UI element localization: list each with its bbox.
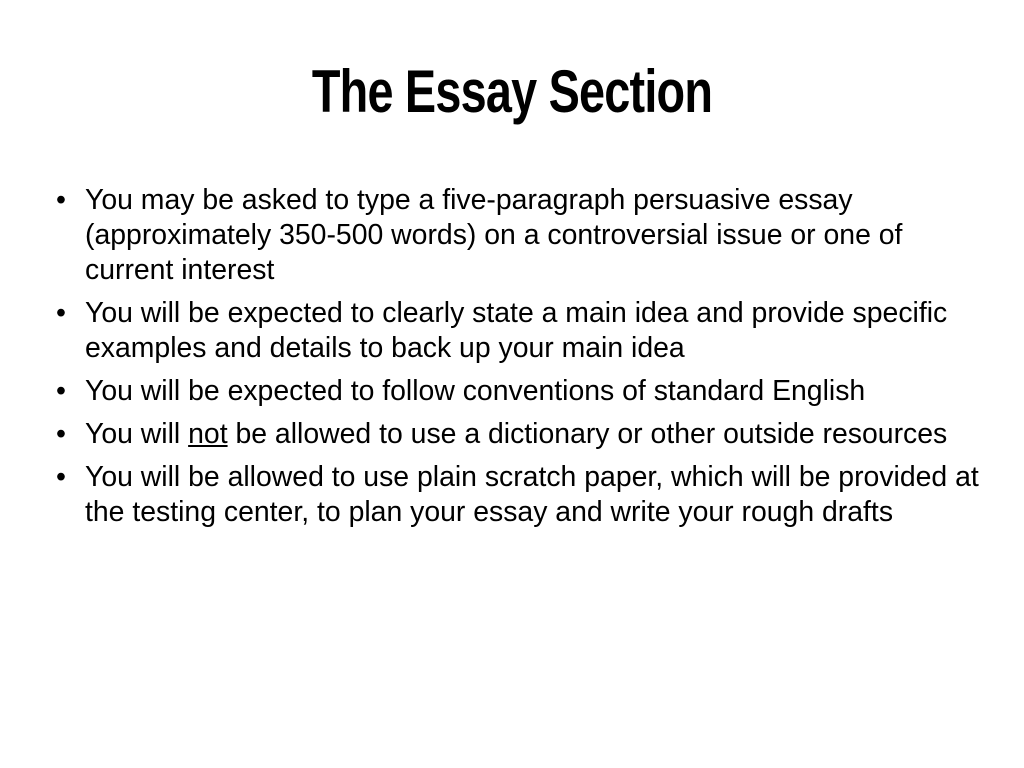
bullet-text: You will be expected to clearly state a main idea and provide specific examples and details to back up your main idea	[85, 297, 948, 364]
bullet-text: You will be expected to follow conventions of standard English	[85, 375, 866, 407]
underlined-not: not	[188, 418, 228, 450]
bullet-icon: •	[56, 184, 66, 216]
bullet-item-3	[56, 374, 986, 409]
bullet-icon: •	[56, 375, 66, 407]
bullet-text: You may be asked to type a five-paragraph persuasive essay (approximately 350-500 words) on a controversial issue or one of current interest	[85, 184, 903, 286]
bullet-icon: •	[56, 418, 66, 450]
bullet-text: You will be allowed to use plain scratch paper, which will be provided at the testing center, to plan your essay and write your rough drafts	[85, 461, 979, 528]
bullet-text-after: be allowed to use a dictionary or other outside resources	[227, 418, 948, 450]
bullet-text	[85, 418, 947, 450]
bullet-text-before: You will	[85, 418, 189, 450]
bullet-icon: •	[56, 461, 66, 493]
bullet-item-1	[56, 183, 986, 288]
bullet-item-2	[56, 296, 986, 366]
bullet-item-5	[56, 460, 986, 530]
bullet-icon: •	[56, 297, 66, 329]
bullet-list	[56, 183, 986, 538]
bullet-item-4	[56, 417, 986, 452]
slide-title: The Essay Section	[311, 58, 713, 125]
